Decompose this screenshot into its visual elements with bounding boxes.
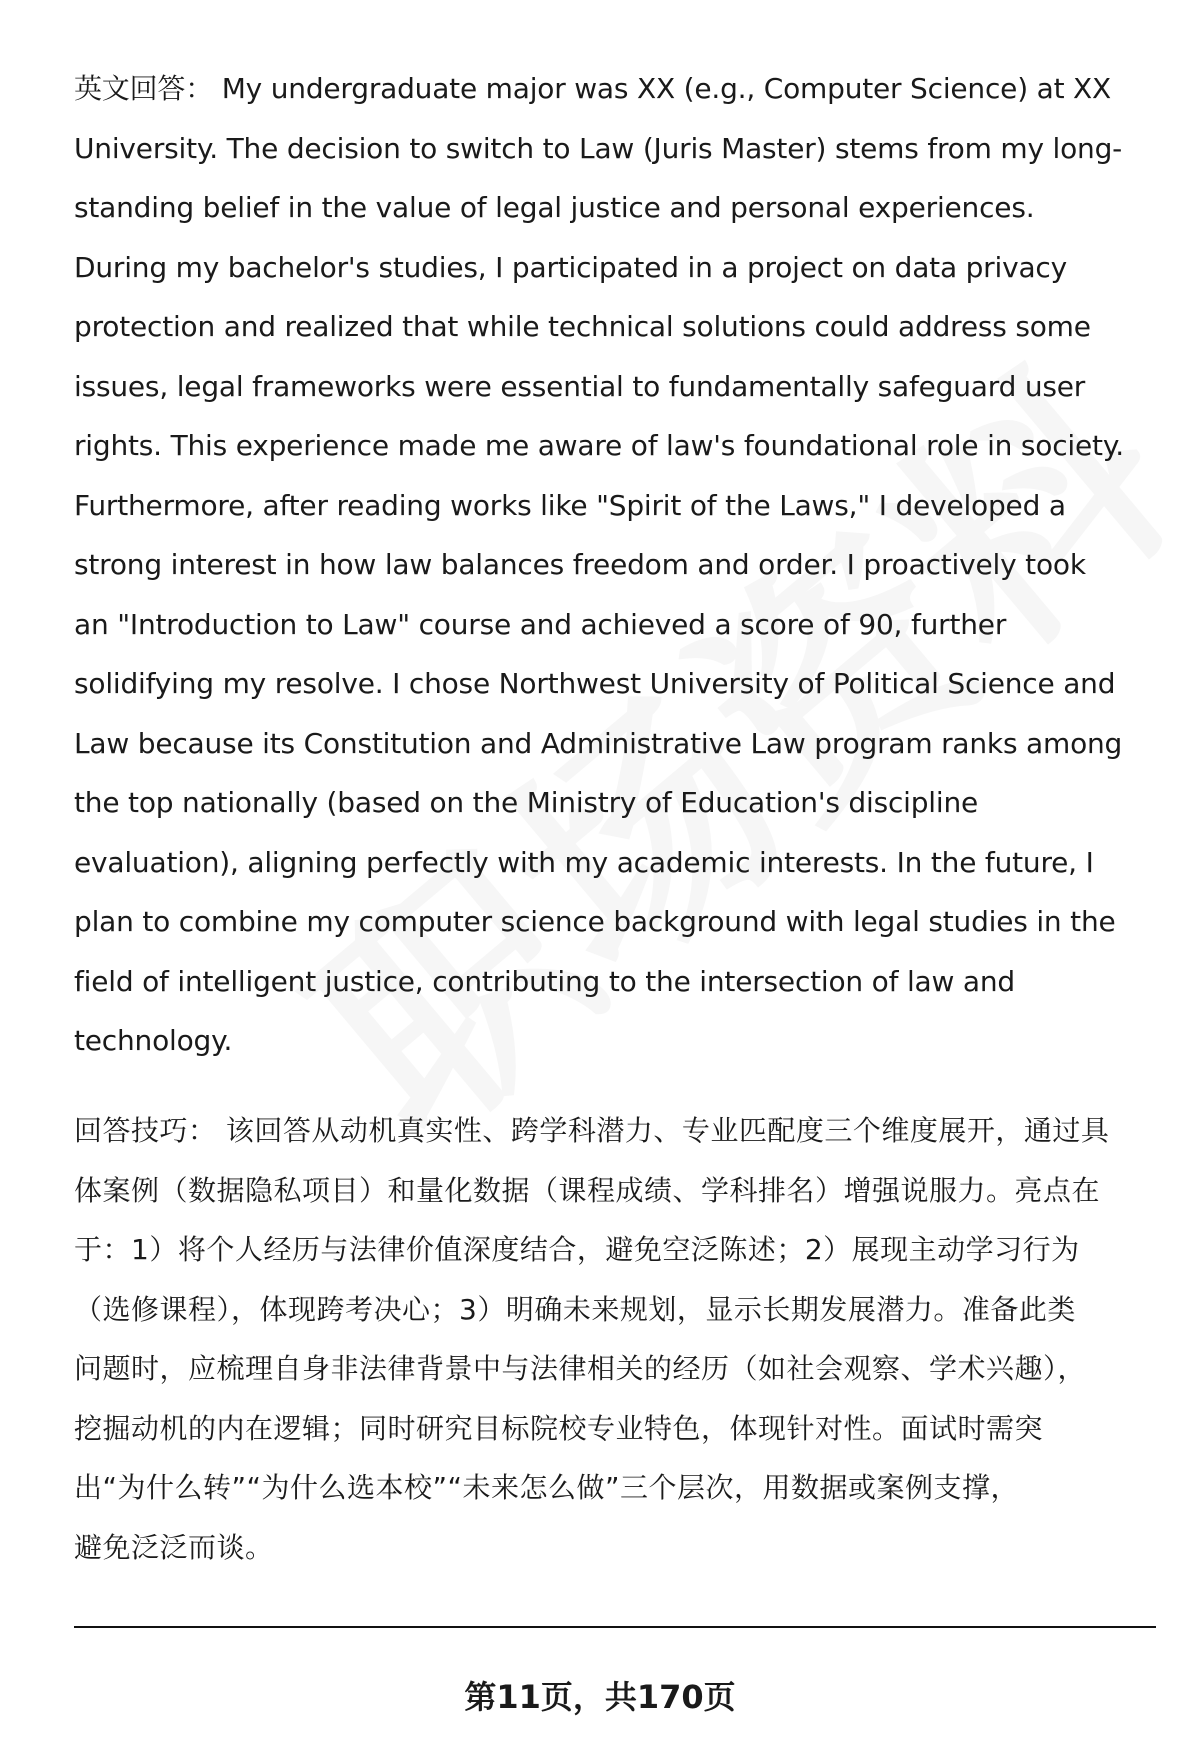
text-line: standing belief in the value of legal justice and personal experiences. <box>74 191 1035 224</box>
text-line: protection and realized that while technical solutions could address some <box>74 310 1091 343</box>
text-line: strong interest in how law balances freedom and order. I proactively took <box>74 548 1086 581</box>
text-line: Law because its Constitution and Administrative Law program ranks among <box>74 726 1123 760</box>
text-line: plan to combine my computer science background with legal studies in the <box>74 905 1116 938</box>
text-line: 体案例（数据隐私项目）和量化数据（课程成绩、学科排名）增强说服力。亮点在 <box>74 1173 1101 1207</box>
text-line: 问题时，应梳理自身非法律背景中与法律相关的经历（如社会观察、学术兴趣）， <box>74 1352 1087 1385</box>
text-line: 英文回答： My undergraduate major was XX (e.g., Computer Science) at XX <box>74 72 1112 105</box>
answer-tips-paragraph <box>74 1101 1164 1577</box>
text-line: During my bachelor's studies, I participated in a project on data privacy <box>74 250 1067 284</box>
english-answer-paragraph <box>74 59 1164 1071</box>
text-line: University. The decision to switch to Law (Juris Master) stems from my long- <box>74 131 1123 165</box>
text-line: technology. <box>74 1024 233 1057</box>
footer-divider <box>74 1626 1156 1628</box>
page-number: 第11页，共170页 <box>464 1678 736 1716</box>
text-line: 回答技巧： 该回答从动机真实性、跨学科潜力、专业匹配度三个维度展开，通过具 <box>74 1114 1110 1147</box>
text-line: issues, legal frameworks were essential to fundamentally safeguard user <box>74 369 1086 403</box>
text-line: rights. This experience made me aware of law's foundational role in society. <box>74 429 1124 462</box>
text-line: an "Introduction to Law" course and achieved a score of 90, further <box>74 607 1007 641</box>
text-line: evaluation), aligning perfectly with my academic interests. In the future, I <box>74 845 1094 879</box>
text-line: solidifying my resolve. I chose Northwest University of Political Science and <box>74 667 1116 700</box>
text-line: the top nationally (based on the Ministry of Education's discipline <box>74 786 979 819</box>
text-line: field of intelligent justice, contributing to the intersection of law and <box>74 964 1015 998</box>
text-line: 出“为什么转”“为什么选本校”“未来怎么做”三个层次，用数据或案例支撑， <box>74 1471 1020 1504</box>
text-line: 避免泛泛而谈。 <box>74 1530 274 1564</box>
text-line: （选修课程），体现跨考决心；3）明确未来规划，显示长期发展潜力。准备此类 <box>74 1292 1076 1326</box>
text-line: Furthermore, after reading works like "Spirit of the Laws," I developed a <box>74 488 1066 522</box>
text-line: 挖掘动机的内在逻辑；同时研究目标院校专业特色，体现针对性。面试时需突 <box>74 1411 1044 1445</box>
text-line: 于：1）将个人经历与法律价值深度结合，避免空泛陈述；2）展现主动学习行为 <box>74 1233 1080 1266</box>
